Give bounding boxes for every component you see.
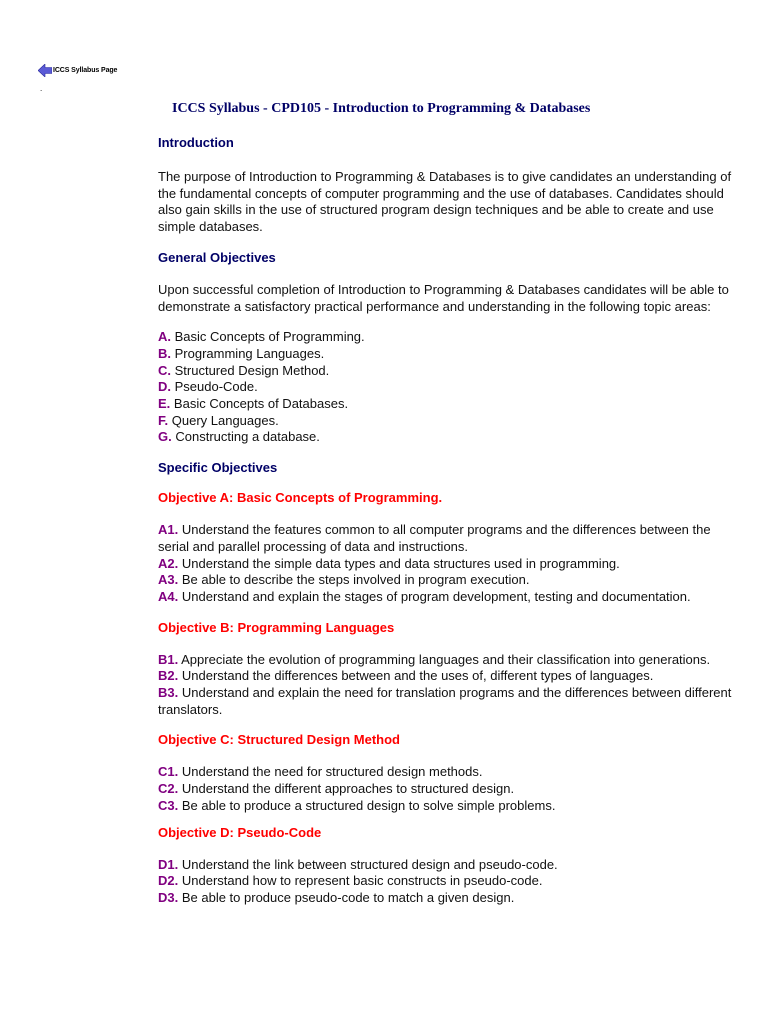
item-code: B1. xyxy=(158,651,179,667)
item-text: Basic Concepts of Databases. xyxy=(173,396,349,412)
list-item xyxy=(158,572,738,589)
item-code: E. xyxy=(158,396,171,412)
list-item xyxy=(158,781,738,798)
item-text: Understand the link between structured design and pseudo-code. xyxy=(181,856,558,872)
item-text: Understand the simple data types and data structures used in programming. xyxy=(181,555,620,571)
list-item xyxy=(158,685,738,718)
item-text: Structured Design Method. xyxy=(174,362,330,378)
objective-c-heading: Objective C: Structured Design Method xyxy=(158,732,400,748)
item-code: C. xyxy=(158,362,171,378)
list-item xyxy=(158,890,738,907)
objective-a-list xyxy=(158,522,738,606)
item-text: Programming Languages. xyxy=(174,345,325,361)
list-item xyxy=(158,363,738,380)
list-item xyxy=(158,652,738,669)
item-code: F. xyxy=(158,412,169,428)
list-item xyxy=(158,798,738,815)
item-text: Constructing a database. xyxy=(175,429,320,445)
item-code: D. xyxy=(158,379,171,395)
objective-d-list xyxy=(158,857,738,907)
item-text: Be able to produce pseudo-code to match a given design. xyxy=(181,889,515,905)
item-code: A2. xyxy=(158,555,179,571)
back-to-syllabus-link[interactable] xyxy=(38,64,117,77)
item-code: C1. xyxy=(158,764,179,780)
list-item xyxy=(158,329,738,346)
item-text: Be able to describe the steps involved in program execution. xyxy=(181,572,530,588)
item-code: A3. xyxy=(158,572,179,588)
list-item xyxy=(158,873,738,890)
item-text: Understand and explain the stages of program development, testing and documentation. xyxy=(181,588,691,604)
item-text: Understand the different approaches to structured design. xyxy=(181,781,515,797)
item-text: Understand the need for structured design methods. xyxy=(181,764,483,780)
item-code: D2. xyxy=(158,873,179,889)
item-code: D1. xyxy=(158,856,179,872)
list-item xyxy=(158,589,738,606)
intro-heading: Introduction xyxy=(158,135,234,150)
back-arrow-icon xyxy=(38,64,52,77)
item-text: Understand and explain the need for translation programs and the differences between different translators. xyxy=(158,685,732,717)
item-text: Query Languages. xyxy=(171,412,279,428)
item-text: Understand the differences between and the uses of, different types of languages. xyxy=(181,668,654,684)
item-text: Appreciate the evolution of programming languages and their classification into generations. xyxy=(181,651,711,667)
item-code: A1. xyxy=(158,522,179,538)
item-code: A. xyxy=(158,329,171,345)
intro-text: The purpose of Introduction to Programming & Databases is to give candidates an understanding of the fundamental concepts of computer programming and the use of databases. Candidates should also gain skills in the use of structured program design techniques and be able to create and use simple databases. xyxy=(158,169,732,235)
item-code: D3. xyxy=(158,889,179,905)
list-item xyxy=(158,522,738,555)
item-text: Understand the features common to all computer programs and the differences between the serial and parallel processing of data and instructions. xyxy=(158,522,711,554)
general-objectives-list xyxy=(158,329,738,446)
item-code: G. xyxy=(158,429,172,445)
specific-objectives-heading: Specific Objectives xyxy=(158,460,278,476)
list-item xyxy=(158,556,738,573)
list-item xyxy=(158,413,738,430)
item-code: B3. xyxy=(158,685,179,701)
list-item xyxy=(158,668,738,685)
list-item xyxy=(158,379,738,396)
stray-dot: . xyxy=(40,84,43,93)
list-item xyxy=(158,396,738,413)
item-text: Be able to produce a structured design to solve simple problems. xyxy=(181,797,556,813)
syllabus-content xyxy=(158,101,738,907)
general-objectives-text: Upon successful completion of Introduction to Programming & Databases candidates will be able to demonstrate a satisfactory practical performance and understanding in the following topic areas: xyxy=(158,281,729,314)
general-objectives-heading: General Objectives xyxy=(158,249,276,265)
page-title: ICCS Syllabus - CPD105 - Introduction to Programming & Databases xyxy=(172,101,591,116)
objective-d-heading: Objective D: Pseudo-Code xyxy=(158,824,322,840)
objective-a-heading: Objective A: Basic Concepts of Programming. xyxy=(158,490,443,506)
item-code: C3. xyxy=(158,797,179,813)
objective-b-heading: Objective B: Programming Languages xyxy=(158,619,395,635)
item-code: A4. xyxy=(158,588,179,604)
item-text: Basic Concepts of Programming. xyxy=(174,329,365,345)
item-code: B2. xyxy=(158,668,179,684)
objective-b-list xyxy=(158,652,738,719)
back-link-label: ICCS Syllabus Page xyxy=(53,67,118,74)
list-item xyxy=(158,346,738,363)
item-text: Understand how to represent basic constructs in pseudo-code. xyxy=(181,873,543,889)
item-text: Pseudo-Code. xyxy=(174,379,258,395)
list-item xyxy=(158,429,738,446)
list-item xyxy=(158,857,738,874)
item-code: C2. xyxy=(158,781,179,797)
objective-c-list xyxy=(158,764,738,814)
list-item xyxy=(158,764,738,781)
item-code: B. xyxy=(158,345,171,361)
